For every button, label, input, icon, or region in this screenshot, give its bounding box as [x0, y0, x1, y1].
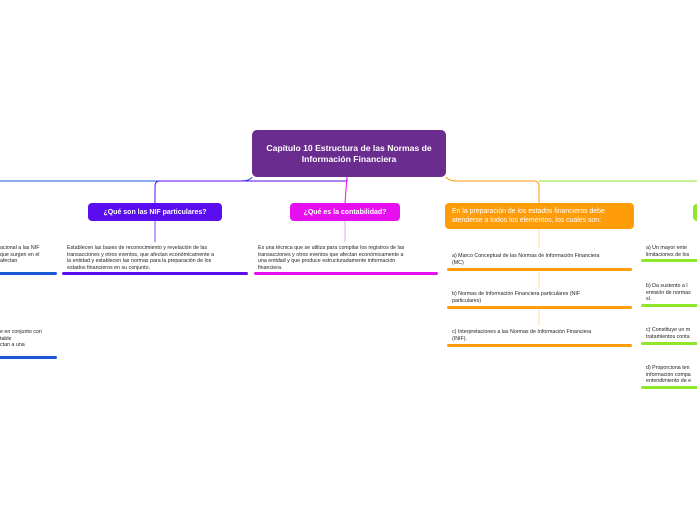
central-title: Capítulo 10 Estructura de las Normas de Información Financiera — [266, 143, 432, 164]
green-item-line: entendimiento de e — [646, 378, 692, 385]
contabilidad-description[interactable] — [258, 245, 404, 272]
topic-green-partial[interactable] — [693, 204, 697, 221]
preparacion-item-line: b) Normas de Información Financiera particulares (NIF — [452, 291, 581, 297]
topic-contabilidad[interactable] — [290, 203, 400, 221]
left-item-a-underline — [0, 272, 57, 275]
green-item-b-underline — [641, 304, 697, 307]
nif-description-line: estados financieros en su conjunto. — [67, 265, 151, 272]
nif-description-line: Establecen las bases de reconocimiento y revelación de las — [67, 245, 208, 251]
left-item-b[interactable] — [0, 329, 42, 349]
green-item-d[interactable] — [646, 365, 691, 385]
left-item-line: que surgen en el — [0, 251, 40, 258]
green-item-c-underline — [641, 342, 697, 345]
left-item-line: table — [0, 335, 12, 342]
green-item-line: b) Da sustento a l — [646, 283, 688, 289]
topic-preparacion-estados[interactable] — [445, 203, 634, 229]
contabilidad-underline — [254, 272, 438, 275]
topic-contabilidad-label: ¿Qué es la contabilidad? — [303, 208, 387, 216]
nif-description-line: transacciones y otros eventos, que afectan económicamente a — [67, 251, 214, 258]
preparacion-item-b[interactable] — [452, 291, 580, 304]
nif-description[interactable] — [67, 245, 214, 272]
connector-left — [0, 177, 252, 181]
green-item-line: a) Un mayor ente — [646, 245, 687, 251]
green-item-a[interactable] — [646, 245, 689, 258]
preparacion-item-b-underline — [447, 306, 632, 309]
preparacion-item-line: particulares) — [452, 297, 482, 304]
green-item-b[interactable] — [646, 283, 691, 303]
green-item-line: tratamientos conta — [646, 333, 690, 340]
green-item-line: d) Proporciona ten — [646, 365, 690, 371]
preparacion-item-a-underline — [447, 268, 632, 271]
preparacion-item-line: (MC) — [452, 259, 464, 266]
green-item-line: información compa — [646, 371, 691, 378]
preparacion-item-c[interactable] — [452, 329, 591, 342]
green-item-d-underline — [641, 386, 697, 389]
green-item-line: sí. — [646, 296, 652, 303]
left-item-line: ctan a una — [0, 342, 25, 349]
preparacion-item-line: c) Interpretaciones a las Normas de Información Financiera — [452, 329, 592, 335]
nif-description-line: la entidad y establecen las normas para la preparación de los — [67, 258, 212, 265]
connector-preparacion — [446, 177, 539, 203]
green-item-line: limitaciones de los — [646, 251, 690, 258]
preparacion-item-line: (INIF). — [452, 335, 468, 342]
green-item-line: emisión de normas — [646, 289, 691, 296]
left-item-line: acional a las NIF — [0, 245, 40, 251]
central-topic[interactable] — [252, 130, 446, 177]
topic-nif-particulares[interactable] — [88, 203, 222, 221]
left-item-line: e en conjunto con — [0, 329, 42, 335]
contabilidad-description-line: una entidad y que produce estructuradamente información — [258, 258, 396, 265]
topic-preparacion-label-line: atenderse a todos los elementos, los cuales son: — [452, 217, 602, 224]
preparacion-item-a[interactable] — [452, 253, 600, 266]
contabilidad-description-line: financiera. — [258, 265, 283, 272]
preparacion-item-line: a) Marco Conceptual de las Normas de Información Financiera — [452, 253, 600, 259]
topic-preparacion-label-line: En la preparación de los estados financieros debe — [452, 208, 605, 215]
contabilidad-description-line: Es una técnica que se utiliza para compilar los registros de las — [258, 245, 405, 251]
green-item-line: c) Constituye un m — [646, 327, 691, 333]
preparacion-item-c-underline — [447, 344, 632, 347]
connector-nif — [155, 177, 347, 203]
nif-underline — [62, 272, 248, 275]
green-item-c[interactable] — [646, 327, 690, 340]
left-item-b-underline — [0, 356, 57, 359]
left-item-line: afectan — [0, 258, 18, 265]
contabilidad-description-line: transacciones y otros eventos que afectan económicamente a — [258, 251, 404, 258]
green-item-a-underline — [641, 259, 697, 262]
topic-nif-label: ¿Qué son las NIF particulares? — [103, 208, 207, 216]
left-item-a[interactable] — [0, 245, 39, 265]
